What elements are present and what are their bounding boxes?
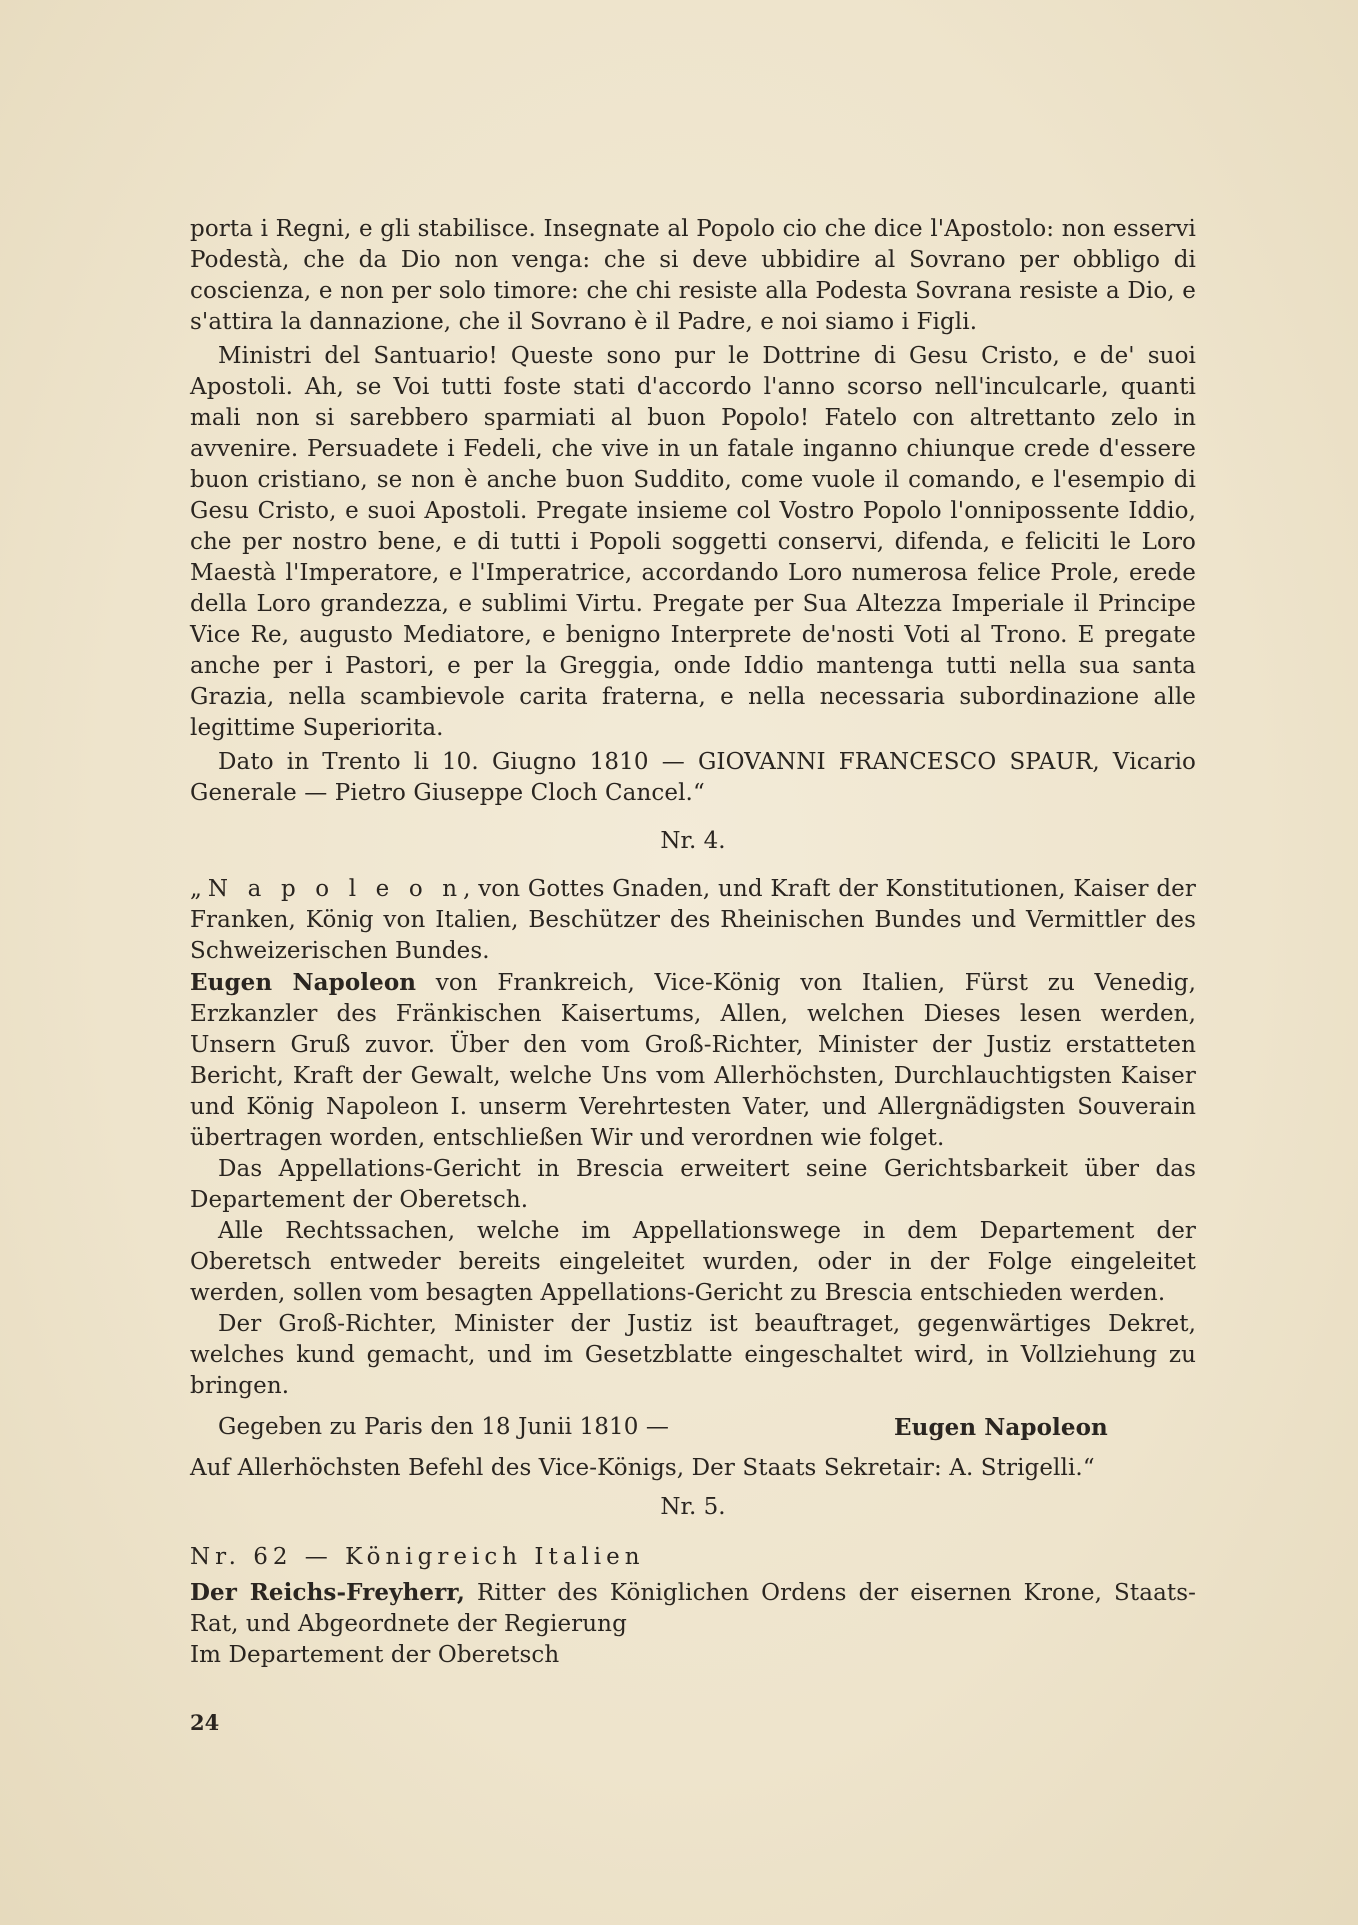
page-number: 24 bbox=[190, 1710, 220, 1735]
paragraph-text: Ritter des Königlichen Ordens der eisernen Krone, Staats-Rat, und Abgeordnete der Regierung bbox=[190, 1580, 1197, 1637]
paragraph: Dato in Trento li 10. Giugno 1810 — GIOVANNI FRANCESCO SPAUR, Vicario Generale — Pietro Giuseppe Cloch Cancel.“ bbox=[190, 749, 1196, 806]
name-spaced: „N a p o l e o n bbox=[190, 876, 464, 902]
text-block-kingdom bbox=[190, 1542, 1196, 1671]
paragraph bbox=[190, 967, 1196, 1154]
paragraph: porta i Regni, e gli stabilisce. Insegnate al Popolo cio che dice l'Apostolo: non esservi Podestà, che da Dio non venga: che si deve ubbidire al Sovrano per obbligo di coscienza, e non per solo timore: che chi resiste alla Podesta Sovrana resiste a Dio, e s'attira la dannazione, che il Sovrano è il Padre, e noi siamo i Figli. bbox=[190, 216, 1196, 335]
paragraph-text: , von Gottes Gnaden, und Kraft der Konstitutionen, Kaiser der Franken, König von Italien, Beschützer des Rheinischen Bundes und Vermittler des Schweizerischen Bundes. bbox=[190, 876, 1196, 964]
text-block-decree bbox=[190, 874, 1196, 1484]
paragraph-text: von Frankreich, Vice-König von Italien, Fürst zu Venedig, Erzkanzler des Fränkischen Kaisertums, Allen, welchen Dieses lesen werden, Unsern Gruß zuvor. Über den vom Groß-Richter, Minister der Justiz erstatteten Bericht, Kraft der Gewalt, welche Uns vom Allerhöchsten, Durchlauchtigsten Kaiser und König Napoleon I. unserm Verehrtesten Vater, und Allergnädigsten Souverain übertragen worden, entschließen Wir und verordnen wie folget. bbox=[190, 970, 1196, 1151]
title-bold: Der Reichs-Freyherr, bbox=[190, 1579, 465, 1606]
text-block-italian bbox=[190, 214, 1196, 809]
paragraph: Der Groß-Richter, Minister der Justiz ist beauftraget, gegenwärtiges Dekret, welches kund gemacht, und im Gesetzblatte eingeschaltet wird, in Vollziehung zu bringen. bbox=[190, 1311, 1196, 1399]
signature-date: Gegeben zu Paris den 18 Junii 1810 — bbox=[218, 1414, 669, 1440]
paragraph bbox=[190, 1577, 1196, 1640]
paragraph bbox=[190, 874, 1196, 967]
paragraph: Ministri del Santuario! Queste sono pur le Dottrine di Gesu Cristo, e de' suoi Apostoli. Ah, se Voi tutti foste stati d'accordo l'anno scorso nell'inculcarle, quanti mali non si sarebbero sparmiati al buon Popolo! Fatelo con altrettanto zelo in avvenire. Persuadete i Fedeli, che vive in un fatale inganno chiunque crede d'essere buon cristiano, se non è anche buon Suddito, come vuole il comando, e l'esempio di Gesu Cristo, e suoi Apostoli. Pregate insieme col Vostro Popolo l'onnipossente Iddio, che per nostro bene, e di tutti i Popoli soggetti conservi, difenda, e feliciti le Loro Maestà l'Imperatore, e l'Imperatrice, accordando Loro numerosa felice Prole, erede della Loro grandezza, e sublimi Virtu. Pregate per Sua Altezza Imperiale il Principe Vice Re, augusto Mediatore, e benigno Interprete de'nosti Voti al Trono. E pregate anche per i Pastori, e per la Greggia, onde Iddio mantenga tutti nella sua santa Grazia, nella scambievole carita fraterna, e nella necessaria subordinazione alle legittime Superiorita. bbox=[190, 343, 1196, 741]
signature-name: Eugen Napoleon bbox=[894, 1414, 1108, 1441]
section-heading-nr5: Nr. 5. bbox=[660, 1494, 726, 1520]
paragraph: Alle Rechtssachen, welche im Appellationswege in dem Departement der Oberetsch entweder bereits eingeleitet wurden, oder in der Folge eingeleitet werden, sollen vom besagten Appellations-Gericht zu Brescia entschieden werden. bbox=[190, 1218, 1196, 1306]
name-bold: Eugen Napoleon bbox=[190, 969, 417, 996]
paragraph: Das Appellations-Gericht in Brescia erweitert seine Gerichtsbarkeit über das Departement der Oberetsch. bbox=[190, 1156, 1196, 1213]
signature-line bbox=[190, 1412, 1196, 1443]
paragraph: Nr. 62 — Königreich Italien bbox=[190, 1544, 645, 1570]
paragraph: Auf Allerhöchsten Befehl des Vice-Königs, Der Staats Sekretair: A. Strigelli.“ bbox=[190, 1455, 1095, 1481]
section-heading-nr4: Nr. 4. bbox=[660, 828, 726, 854]
paragraph: Im Departement der Oberetsch bbox=[190, 1642, 560, 1668]
